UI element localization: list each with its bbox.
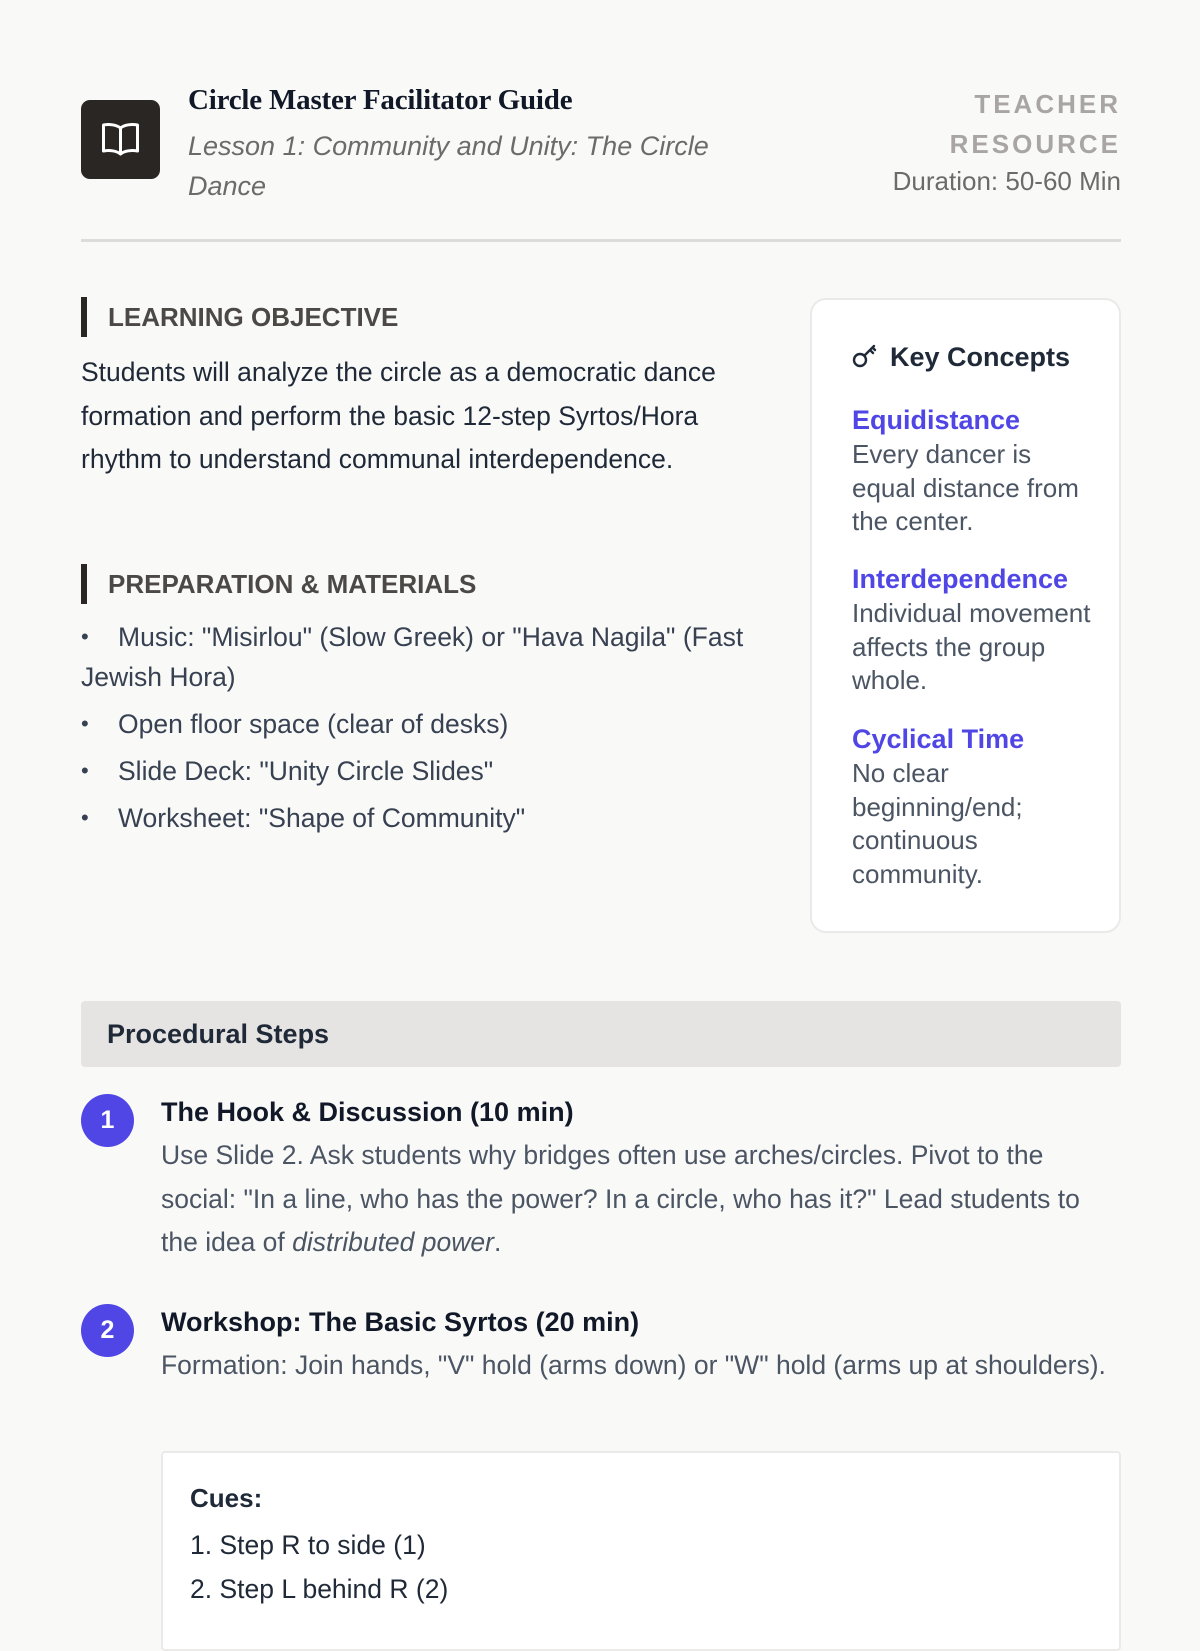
procedural-steps-bar: [81, 1001, 1121, 1067]
concept-description: No clear beginning/end; continuous community.: [852, 758, 1023, 889]
step-description: Formation: Join hands, "V" hold (arms down) or "W" hold (arms up at shoulders).: [161, 1350, 1106, 1380]
logo-badge: [81, 100, 160, 179]
list-item: [81, 704, 781, 744]
resource-label-line1: TEACHER: [974, 89, 1121, 119]
concept-item: [852, 721, 1092, 891]
materials-heading: PREPARATION & MATERIALS: [81, 564, 476, 604]
objective-text: Students will analyze the circle as a democratic dance formation and perform the basic 12-step Syrtos/Hora rhythm to understand communal interdependence.: [81, 357, 716, 474]
lesson-subtitle: Lesson 1: Community and Unity: The Circle Dance: [188, 131, 709, 201]
key-icon: [852, 342, 878, 375]
objective-heading: LEARNING OBJECTIVE: [81, 297, 398, 337]
concept-description: Every dancer is equal distance from the center.: [852, 439, 1079, 536]
bullet-icon: •: [81, 711, 89, 736]
emphasis-text: distributed power: [292, 1227, 494, 1257]
list-item: [81, 617, 781, 697]
key-concepts-title: [852, 342, 1070, 375]
duration-label: Duration: 50-60 Min: [892, 166, 1121, 196]
procedural-steps-heading: Procedural Steps: [107, 1019, 330, 1049]
step-title: Workshop: The Basic Syrtos (20 min): [161, 1307, 640, 1337]
materials-list: [81, 617, 781, 845]
cues-box: [161, 1451, 1121, 1651]
step-number-badge: 1: [81, 1094, 134, 1147]
list-item-text: Music: "Misirlou" (Slow Greek) or "Hava Nagila" (Fast Jewish Hora): [81, 622, 744, 692]
list-item-text: Worksheet: "Shape of Community": [118, 803, 526, 833]
bullet-icon: •: [81, 624, 89, 649]
cues-title: Cues:: [190, 1483, 263, 1513]
concept-term: Cyclical Time: [852, 724, 1025, 754]
list-item: [81, 798, 781, 838]
step-description-text: Use Slide 2. Ask students why bridges often use arches/circles. Pivot to the social: "In a line, who has the power? In a circle, who has it?" Lead students to the idea of: [161, 1140, 1080, 1257]
step-title: The Hook & Discussion (10 min): [161, 1097, 574, 1127]
bullet-icon: •: [81, 805, 89, 830]
list-item-text: Open floor space (clear of desks): [118, 709, 509, 739]
guide-title: Circle Master Facilitator Guide: [188, 84, 573, 116]
concept-term: Equidistance: [852, 405, 1021, 435]
cue-item: 1. Step R to side (1): [190, 1530, 426, 1560]
guide-header: [81, 80, 1121, 242]
step-description: [161, 1134, 1121, 1265]
resource-label: [861, 84, 1121, 164]
cue-item: 2. Step L behind R (2): [190, 1574, 449, 1604]
bullet-icon: •: [81, 758, 89, 783]
step-description-end: .: [493, 1227, 502, 1257]
concept-item: [852, 561, 1092, 698]
concept-term: Interdependence: [852, 564, 1069, 594]
concept-item: [852, 402, 1092, 539]
key-concepts-label: Key Concepts: [890, 342, 1071, 372]
concept-description: Individual movement affects the group whole.: [852, 598, 1091, 695]
list-item-text: Slide Deck: "Unity Circle Slides": [118, 756, 494, 786]
list-item: [81, 751, 781, 791]
resource-label-line2: RESOURCE: [949, 129, 1121, 159]
key-concepts-card: [810, 298, 1121, 933]
open-book-icon: [101, 122, 140, 157]
step-number-badge: 2: [81, 1304, 134, 1357]
